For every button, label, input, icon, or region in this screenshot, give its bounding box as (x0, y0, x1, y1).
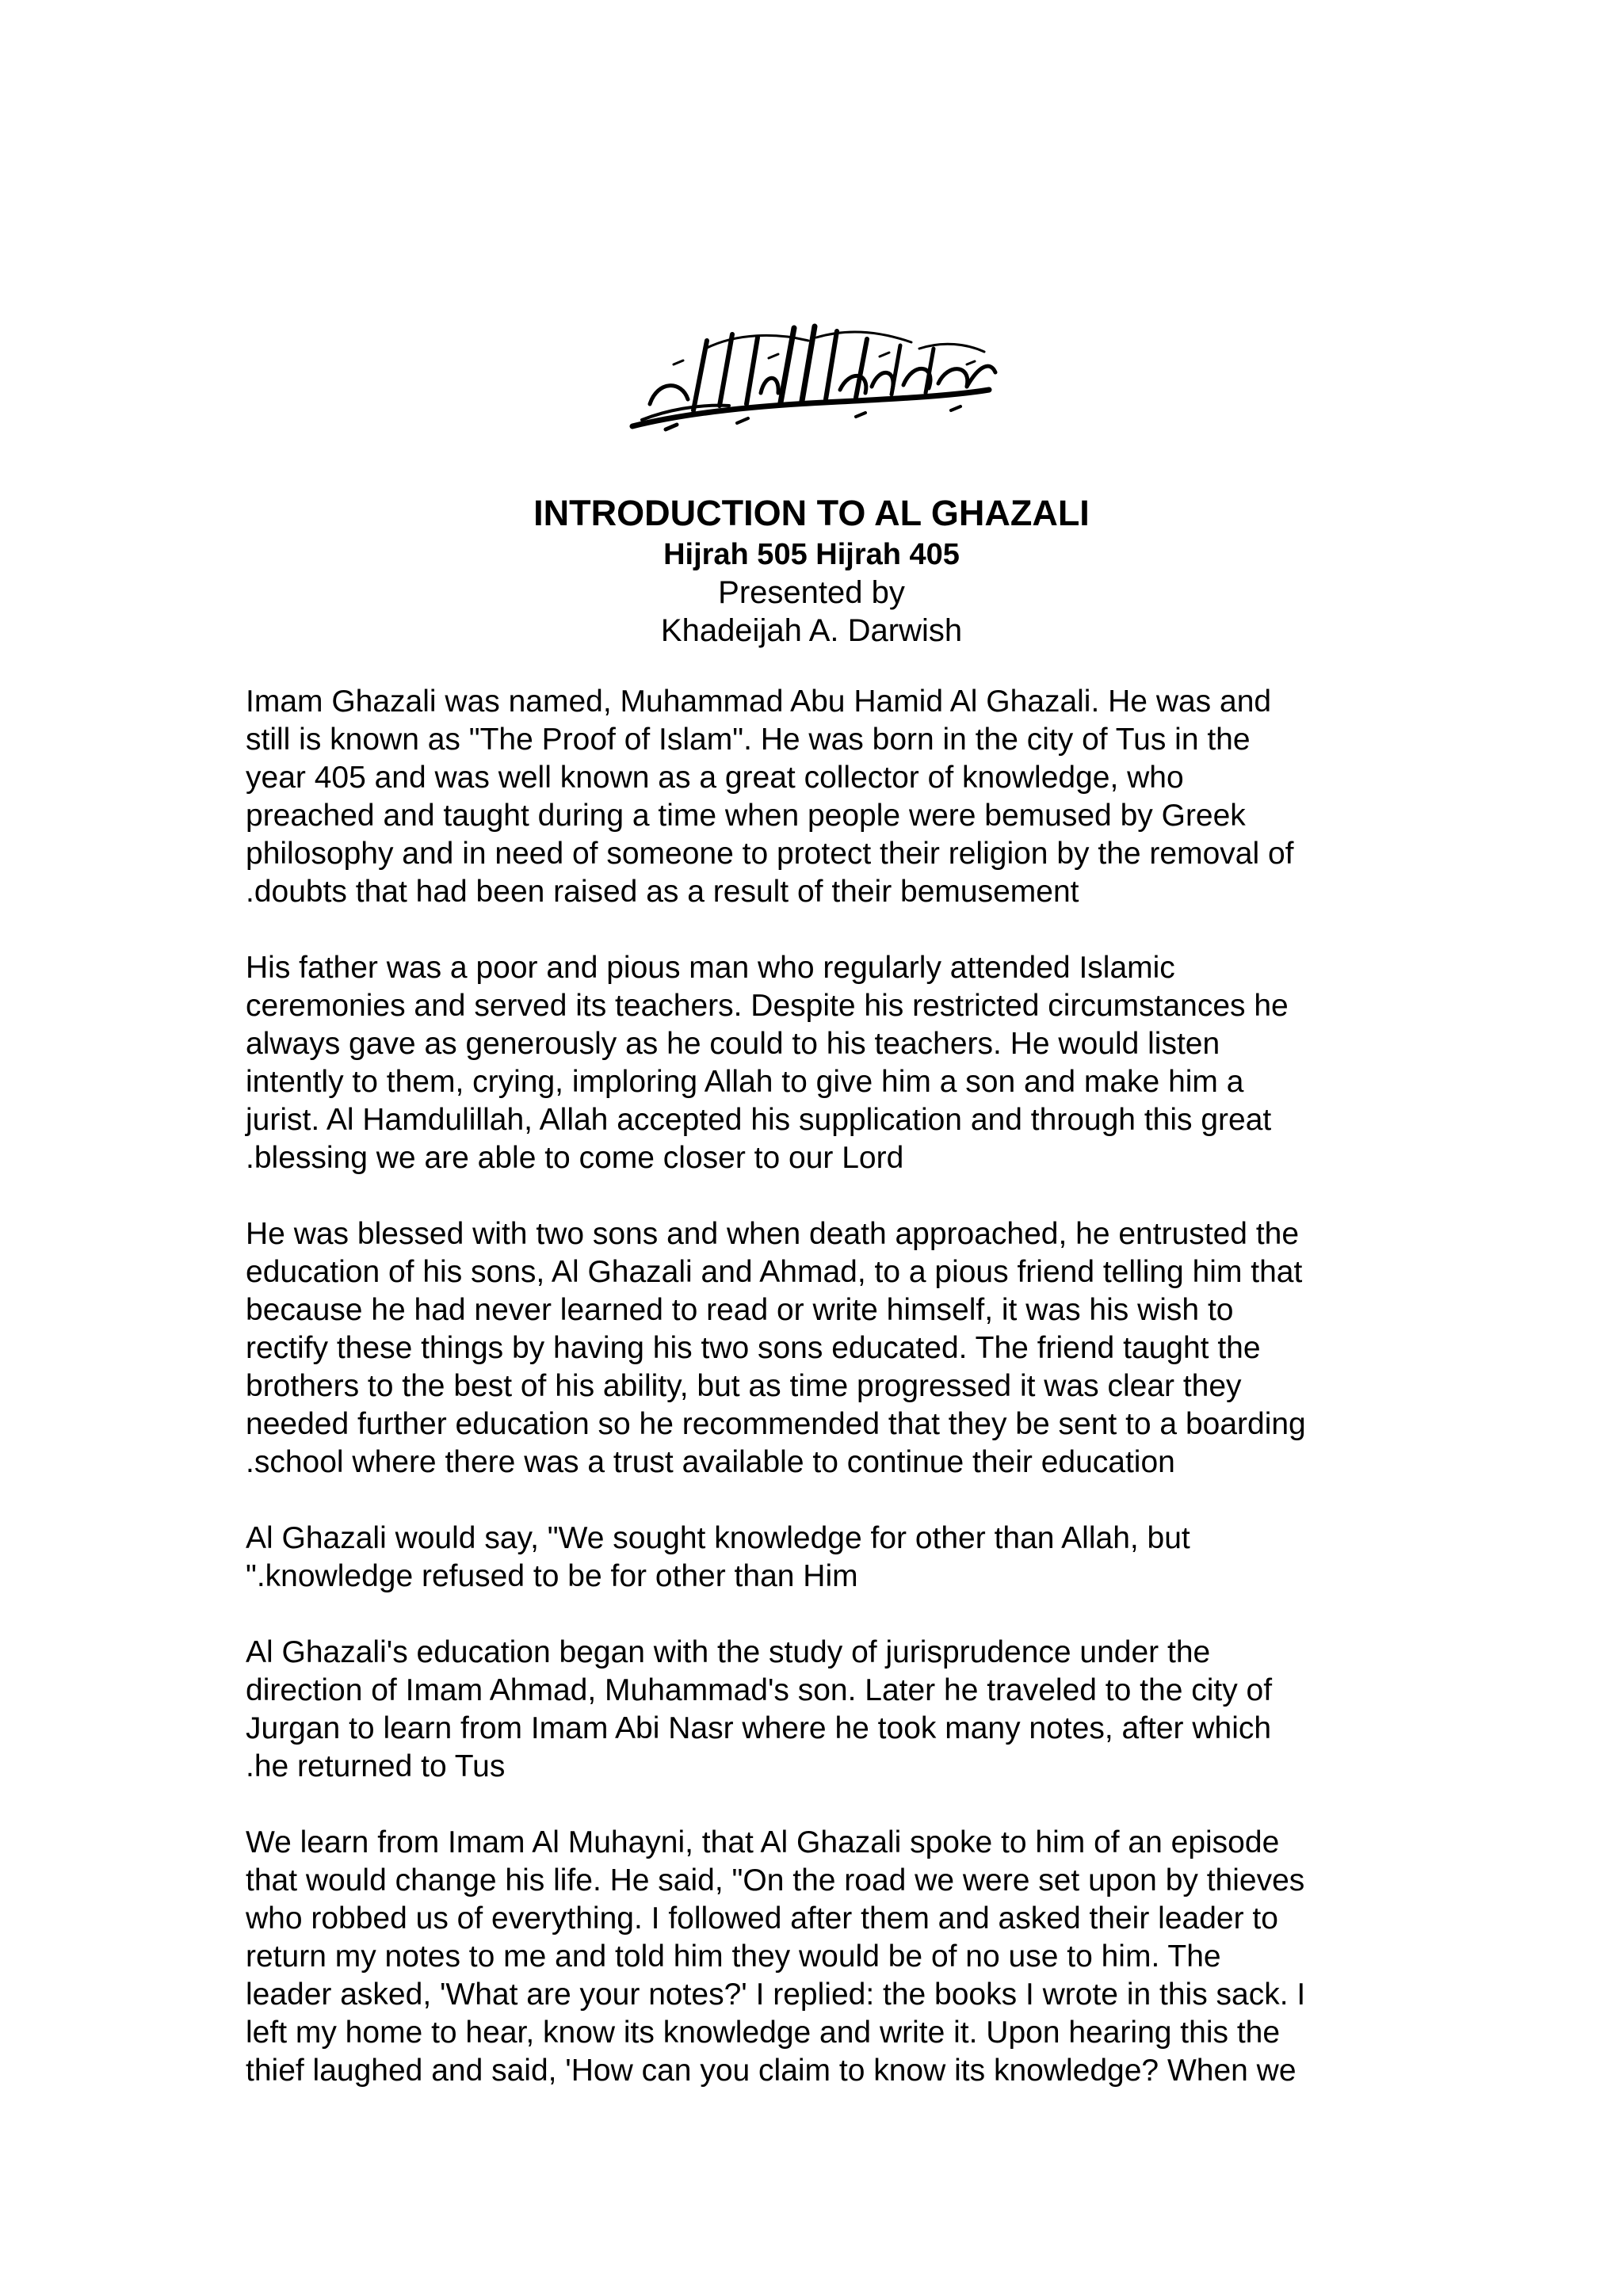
text-line: that would change his life. He said, "On the road we were set upon by thieves (246, 1863, 1305, 1897)
text-line: direction of Imam Ahmad, Muhammad's son. Later he traveled to the city of (246, 1673, 1273, 1707)
text-line: who robbed us of everything. I followed after them and asked their leader to (246, 1901, 1278, 1936)
text-line: .he returned to Tus (246, 1749, 506, 1783)
text-line: .doubts that had been raised as a result of their bemusement (246, 875, 1079, 909)
text-line: ".knowledge refused to be for other than Him (246, 1559, 858, 1593)
text-line: Jurgan to learn from Imam Abi Nasr where he took many notes, after which (246, 1711, 1272, 1745)
text-line: intently to them, crying, imploring Allah to give him a son and make him a (246, 1065, 1244, 1099)
text-line: .blessing we are able to come closer to our Lord (246, 1141, 904, 1175)
text-line: rectify these things by having his two sons educated. The friend taught the (246, 1331, 1261, 1365)
document-dates: Hijrah 505 Hijrah 405 (663, 538, 960, 571)
paragraph (246, 1215, 1403, 1482)
text-line: ceremonies and served its teachers. Despite his restricted circumstances he (246, 989, 1289, 1023)
paragraph (246, 1520, 1403, 1596)
bismillah-calligraphy-icon (618, 317, 1006, 436)
text-line: He was blessed with two sons and when death approached, he entrusted the (246, 1217, 1300, 1251)
paragraph (246, 1824, 1403, 2090)
text-line: .school where there was a trust available to continue their education (246, 1445, 1175, 1479)
text-line: philosophy and in need of someone to protect their religion by the removal of (246, 837, 1294, 871)
text-line: Imam Ghazali was named, Muhammad Abu Hamid Al Ghazali. He was and (246, 685, 1272, 719)
document-body (246, 683, 1403, 2128)
text-line: brothers to the best of his ability, but as time progressed it was clear they (246, 1369, 1242, 1403)
text-line: jurist. Al Hamdulillah, Allah accepted his supplication and through this great (246, 1103, 1272, 1137)
text-line: needed further education so he recommended that they be sent to a boarding (246, 1407, 1306, 1441)
document-heading (0, 491, 1623, 650)
paragraph (246, 683, 1403, 911)
text-line: thief laughed and said, 'How can you claim to know its knowledge? When we (246, 2054, 1296, 2088)
text-line: because he had never learned to read or write himself, it was his wish to (246, 1293, 1234, 1327)
text-line: We learn from Imam Al Muhayni, that Al Ghazali spoke to him of an episode (246, 1825, 1280, 1859)
text-line: education of his sons, Al Ghazali and Ahmad, to a pious friend telling him that (246, 1255, 1303, 1289)
paragraph (246, 949, 1403, 1177)
text-line: return my notes to me and told him they would be of no use to him. The (246, 1939, 1221, 1974)
text-line: Al Ghazali would say, "We sought knowledge for other than Allah, but (246, 1521, 1190, 1555)
text-line: still is known as "The Proof of Islam". He was born in the city of Tus in the (246, 723, 1251, 757)
document-title: INTRODUCTION TO AL GHAZALI (533, 493, 1090, 533)
text-line: His father was a poor and pious man who regularly attended Islamic (246, 951, 1175, 985)
paragraph (246, 1634, 1403, 1786)
author-name: Khadeijah A. Darwish (660, 613, 963, 648)
text-line: preached and taught during a time when people were bemused by Greek (246, 799, 1246, 833)
text-line: leader asked, 'What are your notes?' I replied: the books I wrote in this sack. I (246, 1978, 1306, 2012)
presented-by-label: Presented by (718, 575, 905, 610)
text-line: left my home to hear, know its knowledge and write it. Upon hearing this the (246, 2016, 1281, 2050)
text-line: year 405 and was well known as a great collector of knowledge, who (246, 761, 1184, 795)
text-line: always gave as generously as he could to his teachers. He would listen (246, 1027, 1220, 1061)
text-line: Al Ghazali's education began with the study of jurisprudence under the (246, 1635, 1211, 1669)
